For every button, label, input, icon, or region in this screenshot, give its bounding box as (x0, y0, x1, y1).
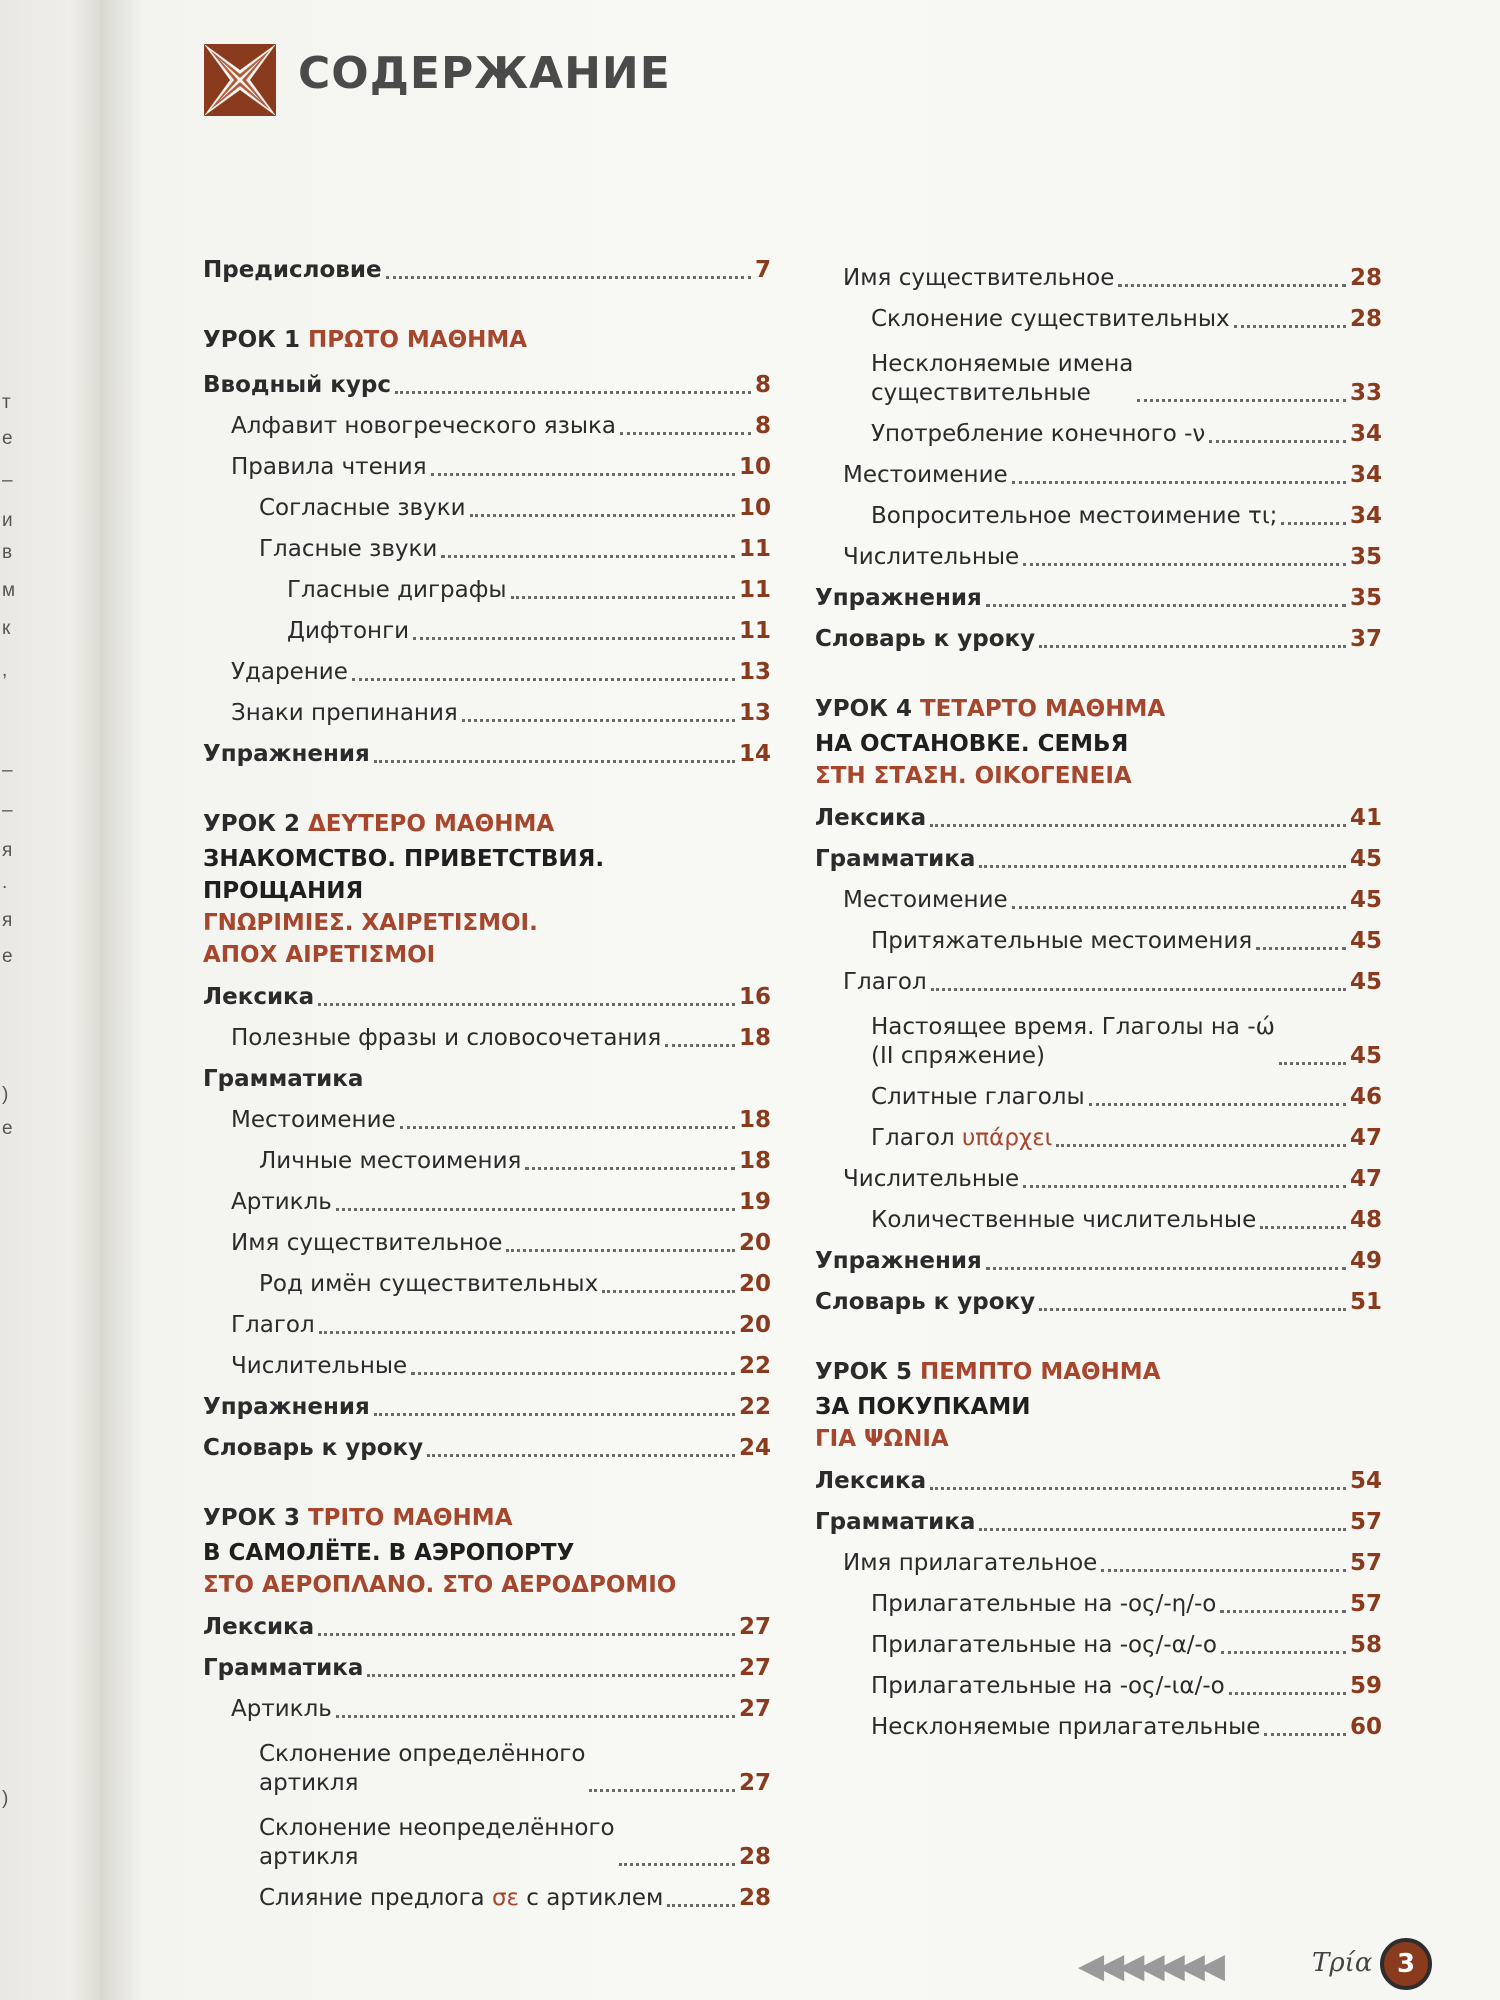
toc-page-number: 28 (738, 1885, 771, 1911)
dot-leader (411, 1372, 735, 1375)
toc-entry-title: Местоимение (843, 887, 1008, 913)
toc-page-number: 33 (1349, 380, 1382, 406)
toc-entry[interactable] (203, 441, 771, 482)
toc-entry[interactable] (203, 646, 771, 687)
toc-page-number: 34 (1349, 503, 1382, 529)
toc-entry-title: Алфавит новогреческого языка (231, 413, 617, 439)
toc-entry-title-part: Слияние предлога (259, 1885, 485, 1911)
dot-leader (979, 865, 1346, 868)
toc-page-number: 13 (738, 659, 771, 685)
lesson-title-ru: НА ОСТАНОВКЕ. СЕМЬЯ (815, 731, 1129, 757)
lesson-title (815, 1391, 1382, 1455)
toc-entry-title: Упражнения (203, 1394, 370, 1420)
edge-char: е (2, 428, 13, 449)
toc-entry[interactable] (203, 1217, 771, 1258)
edge-char: т (2, 392, 11, 413)
toc-entry[interactable] (815, 449, 1382, 490)
toc-page-number: 8 (754, 413, 771, 439)
toc-entry[interactable] (203, 359, 771, 400)
lesson-label: УРОК 2 (203, 811, 300, 837)
footer-page-word: Tρία (1312, 1948, 1373, 1978)
dot-leader (1089, 1103, 1346, 1106)
toc-entry-title: Упражнения (203, 741, 370, 767)
toc-page-number: 11 (738, 536, 771, 562)
edge-char: – (2, 760, 13, 781)
edge-char: . (2, 872, 8, 893)
toc-page-number: 11 (738, 618, 771, 644)
toc-entry-title: Лексика (203, 1614, 315, 1640)
dot-leader (400, 1126, 735, 1129)
toc-entry[interactable] (203, 482, 771, 523)
toc-entry-title: Числительные (843, 544, 1020, 570)
dot-leader (1281, 522, 1346, 525)
toc-page-number: 57 (1349, 1591, 1382, 1617)
toc-entry-title: Числительные (231, 1353, 408, 1379)
dot-leader (319, 1331, 735, 1334)
toc-page-number: 22 (738, 1353, 771, 1379)
lesson-title-gr: ΑΠΟΧ ΑΙΡΕΤΙΣΜΟΙ (203, 942, 436, 968)
toc-entry-title: Прилагательные на -ος/-η/-ο (871, 1591, 1217, 1617)
dot-leader (1264, 1733, 1346, 1736)
toc-page-number: 35 (1349, 544, 1382, 570)
dot-leader (525, 1167, 735, 1170)
dot-leader (511, 596, 735, 599)
toc-entry[interactable] (815, 1660, 1382, 1701)
lesson-greek-label: ΤΡΙΤΟ ΜΑΘΗΜΑ (307, 1505, 513, 1531)
toc-entry[interactable] (815, 792, 1382, 833)
toc-page-number: 54 (1349, 1468, 1382, 1494)
toc-page-number: 27 (738, 1770, 771, 1796)
edge-char: и (2, 510, 13, 531)
toc-entry[interactable] (815, 408, 1382, 449)
toc-entry-title: Упражнения (815, 585, 982, 611)
dot-leader (1023, 563, 1346, 566)
toc-entry[interactable] (203, 1422, 771, 1463)
toc-page-number: 51 (1349, 1289, 1382, 1315)
lesson-label: УРОК 1 (203, 327, 300, 353)
lesson-greek-label: ΤΕΤΑΡΤΟ ΜΑΘΗΜΑ (919, 696, 1166, 722)
toc-entry[interactable] (815, 293, 1382, 334)
toc-entry[interactable] (815, 997, 1382, 1071)
toc-page-number: 48 (1349, 1207, 1382, 1233)
toc-page-number: 19 (738, 1189, 771, 1215)
toc-page-number: 37 (1349, 626, 1382, 652)
dot-leader (620, 432, 751, 435)
edge-char: ) (2, 1788, 9, 1809)
toc-entry[interactable] (815, 1537, 1382, 1578)
toc-entry-title: Употребление конечного -ν (871, 421, 1206, 447)
edge-char: – (2, 800, 13, 821)
toc-entry[interactable] (815, 334, 1382, 408)
toc-entry-title: Согласные звуки (259, 495, 466, 521)
toc-entry[interactable] (815, 1194, 1382, 1235)
toc-entry-title (259, 1740, 585, 1798)
edge-char: к (2, 618, 11, 639)
toc-entry-title: Имя существительное (231, 1230, 503, 1256)
toc-entry[interactable] (203, 1135, 771, 1176)
dot-leader (1056, 1144, 1346, 1147)
toc-page-number: 46 (1349, 1084, 1382, 1110)
toc-page-number: 7 (754, 257, 771, 283)
lesson-label: УРОК 4 (815, 696, 912, 722)
toc-page-number: 34 (1349, 462, 1382, 488)
toc-page-number: 24 (738, 1435, 771, 1461)
toc-page-number: 58 (1349, 1632, 1382, 1658)
dot-leader (1260, 1226, 1346, 1229)
toc-page-number: 27 (738, 1614, 771, 1640)
toc-entry-title: Гласные звуки (259, 536, 438, 562)
toc-entry-title: Словарь к уроку (815, 1289, 1036, 1315)
toc-entry-title: Грамматика (815, 846, 976, 872)
toc-entry[interactable] (815, 1701, 1382, 1742)
toc-entry[interactable] (203, 971, 771, 1012)
dot-leader (367, 1674, 735, 1677)
toc-entry-title: Притяжательные местоимения (871, 928, 1253, 954)
toc-entry-title-line: Настоящее время. Глаголы на -ώ (871, 1014, 1275, 1040)
dot-leader (441, 555, 735, 558)
toc-entry-title: Глагол (843, 969, 927, 995)
toc-entry-title: Род имён существительных (259, 1271, 599, 1297)
toc-entry[interactable] (815, 252, 1382, 293)
toc-entry-title: Местоимение (843, 462, 1008, 488)
dot-leader (374, 760, 735, 763)
toc-entry-title: Количественные числительные (871, 1207, 1257, 1233)
toc-entry[interactable] (815, 956, 1382, 997)
toc-entry-title-line: артикля (259, 1770, 359, 1796)
toc-entry-title: Имя существительное (843, 265, 1115, 291)
dot-leader (589, 1789, 735, 1792)
page-footer (1078, 1938, 1458, 1998)
toc-entry-title: Правила чтения (231, 454, 427, 480)
toc-entry-title: Местоимение (231, 1107, 396, 1133)
toc-entry[interactable] (815, 915, 1382, 956)
dot-leader (462, 719, 735, 722)
adjacent-page-edge (0, 0, 100, 2000)
toc-page-number: 28 (1349, 265, 1382, 291)
dot-leader (336, 1715, 735, 1718)
toc-entry[interactable] (203, 728, 771, 769)
greek-word: σε (491, 1885, 519, 1911)
lesson-title-ru: ЗНАКОМСТВО. ПРИВЕТСТВИЯ. ПРОЩАНИЯ (203, 846, 605, 904)
dot-leader (1039, 1308, 1346, 1311)
toc-page-number: 45 (1349, 1043, 1382, 1069)
lesson-heading (203, 1495, 771, 1537)
lesson-title-gr: ΣΤΟ ΑΕΡΟΠΛΑΝΟ. ΣΤΟ ΑΕΡΟΔΡΟΜΙΟ (203, 1572, 677, 1598)
toc-page-number: 57 (1349, 1550, 1382, 1576)
toc-entry[interactable] (203, 523, 771, 564)
lesson-greek-label: ΠΡΩΤΟ ΜΑΘΗΜΑ (307, 327, 528, 353)
toc-entry-title: Склонение существительных (871, 306, 1230, 332)
toc-entry[interactable] (815, 1112, 1382, 1153)
dot-leader (1101, 1569, 1346, 1572)
dot-leader (1220, 1610, 1346, 1613)
toc-entry[interactable] (815, 874, 1382, 915)
lesson-title-gr: ΓΙΑ ΨΩΝΙΑ (815, 1426, 949, 1452)
dot-leader (1229, 1692, 1346, 1695)
toc-entry-title-part: Глагол (871, 1125, 955, 1151)
toc-entry[interactable] (815, 833, 1382, 874)
dot-leader (431, 473, 735, 476)
toc-entry-title: Числительные (843, 1166, 1020, 1192)
toc-page-number: 10 (738, 495, 771, 521)
toc-page-number: 57 (1349, 1509, 1382, 1535)
lesson-heading (815, 686, 1382, 728)
dot-leader (318, 1633, 735, 1636)
toc-entry-title: Знаки препинания (231, 700, 458, 726)
toc-entry[interactable] (203, 1381, 771, 1422)
dot-leader (665, 1044, 735, 1047)
dot-leader (1012, 906, 1346, 909)
toc-page-number: 45 (1349, 887, 1382, 913)
edge-char: ) (2, 1084, 9, 1105)
lesson-heading (203, 801, 771, 843)
toc-entry[interactable] (815, 490, 1382, 531)
dot-leader (986, 604, 1346, 607)
toc-page-number: 18 (738, 1025, 771, 1051)
toc-page-number: 27 (738, 1696, 771, 1722)
toc-entry-title: Личные местоимения (259, 1148, 522, 1174)
page-number-badge: 3 (1380, 1938, 1432, 1990)
toc-page-number: 18 (738, 1148, 771, 1174)
toc-page-number: 45 (1349, 969, 1382, 995)
dot-leader (1039, 645, 1346, 648)
lesson-title (815, 728, 1382, 792)
dot-leader (1234, 325, 1346, 328)
toc-page-number: 20 (738, 1230, 771, 1256)
toc-page-number: 16 (738, 984, 771, 1010)
toc-page-number: 22 (738, 1394, 771, 1420)
dot-leader (336, 1208, 735, 1211)
toc-entry-title: Ударение (231, 659, 348, 685)
toc-entry[interactable] (815, 1071, 1382, 1112)
toc-page-number: 45 (1349, 846, 1382, 872)
toc-entry-title: Вводный курс (203, 372, 391, 398)
toc-entry-title-part: с артиклем (526, 1885, 664, 1911)
toc-entry[interactable] (815, 1496, 1382, 1537)
toc-entry-title: Несклоняемые прилагательные (871, 1714, 1261, 1740)
lesson-title-gr: ΓΝΩΡΙΜΙΕΣ. ΧΑΙΡΕΤΙΣΜΟΙ. (203, 910, 538, 936)
lesson-greek-label: ΠΕΜΠΤΟ ΜΑΘΗΜΑ (919, 1359, 1161, 1385)
lesson-greek-label: ΔΕΥΤΕΡΟ ΜΑΘΗΜΑ (307, 811, 555, 837)
toc-entry-title: Грамматика (203, 1066, 364, 1092)
toc-entry[interactable] (203, 1094, 771, 1135)
dot-leader (986, 1267, 1346, 1270)
toc-entry-title: Прилагательные на -ος/-ια/-ο (871, 1673, 1225, 1699)
toc-entry-title-line: Склонение определённого (259, 1741, 586, 1767)
dot-leader (413, 637, 735, 640)
crossed-squares-logo-icon (200, 40, 280, 120)
arrow-left-icons: ◀◀◀◀◀◀◀ (1078, 1946, 1220, 1986)
toc-page-number: 14 (738, 741, 771, 767)
toc-entry-title: Прилагательные на -ος/-α/-ο (871, 1632, 1217, 1658)
dot-leader (1279, 1062, 1346, 1065)
toc-entry-title: Лексика (815, 1468, 927, 1494)
toc-entry-title: Слитные глаголы (871, 1084, 1085, 1110)
toc-entry-title (259, 1814, 615, 1872)
toc-entry[interactable] (203, 1642, 771, 1683)
toc-entry[interactable] (203, 1340, 771, 1381)
toc-entry-title: Глагол (231, 1312, 315, 1338)
lesson-title (203, 1537, 771, 1601)
toc-page-number: 18 (738, 1107, 771, 1133)
toc-entry-title-line: артикля (259, 1844, 359, 1870)
dot-leader (1209, 440, 1346, 443)
toc-entry[interactable] (203, 687, 771, 728)
toc-page-number: 11 (738, 577, 771, 603)
dot-leader (930, 824, 1346, 827)
dot-leader (1256, 947, 1346, 950)
toc-page-number: 59 (1349, 1673, 1382, 1699)
toc-page-number: 60 (1349, 1714, 1382, 1740)
toc-entry-title: Артикль (231, 1189, 332, 1215)
edge-char: , (2, 660, 8, 681)
toc-entry-title (871, 1013, 1275, 1071)
toc-entry-title: Дифтонги (287, 618, 410, 644)
toc-entry[interactable] (815, 1455, 1382, 1496)
dot-leader (1221, 1651, 1346, 1654)
toc-page-number: 41 (1349, 805, 1382, 831)
toc-page-number: 20 (738, 1271, 771, 1297)
toc-entry-title: Грамматика (203, 1655, 364, 1681)
dot-leader (318, 1003, 735, 1006)
edge-char: в (2, 542, 13, 563)
toc-column-right (815, 252, 1382, 1742)
toc-column-left (203, 244, 771, 1913)
page-title: СОДЕРЖАНИЕ (298, 48, 671, 99)
toc-page-number: 20 (738, 1312, 771, 1338)
toc-page-number: 47 (1349, 1166, 1382, 1192)
toc-page-number: 47 (1349, 1125, 1382, 1151)
toc-entry-title: Грамматика (815, 1509, 976, 1535)
dot-leader (427, 1454, 735, 1457)
lesson-title-ru: В САМОЛЁТЕ. В АЭРОПОРТУ (203, 1540, 575, 1566)
toc-entry[interactable] (203, 1872, 771, 1913)
toc-page-number: 28 (1349, 306, 1382, 332)
edge-char: м (2, 580, 16, 601)
toc-page-number: 45 (1349, 928, 1382, 954)
toc-entry-title-line: (II спряжение) (871, 1043, 1045, 1069)
toc-entry[interactable] (203, 1053, 771, 1094)
toc-entry[interactable] (203, 1601, 771, 1642)
dot-leader (931, 988, 1346, 991)
toc-page-number: 35 (1349, 585, 1382, 611)
dot-leader (602, 1290, 735, 1293)
dot-leader (395, 391, 751, 394)
lesson-heading (203, 317, 771, 359)
toc-entry[interactable] (815, 531, 1382, 572)
toc-entry-title: Лексика (203, 984, 315, 1010)
dot-leader (979, 1528, 1346, 1531)
lesson-heading (815, 1349, 1382, 1391)
edge-char: е (2, 946, 13, 967)
toc-entry[interactable] (203, 1798, 771, 1872)
dot-leader (1012, 481, 1346, 484)
toc-entry[interactable] (203, 1258, 771, 1299)
lesson-label: УРОК 5 (815, 1359, 912, 1385)
dot-leader (1023, 1185, 1346, 1188)
dot-leader (1118, 284, 1346, 287)
toc-entry[interactable] (203, 1724, 771, 1798)
toc-page-number: 27 (738, 1655, 771, 1681)
dot-leader (374, 1413, 735, 1416)
toc-entry[interactable] (203, 400, 771, 441)
edge-char: е (2, 1118, 13, 1139)
toc-entry[interactable] (815, 572, 1382, 613)
toc-entry-title: Упражнения (815, 1248, 982, 1274)
greek-word: υπάρχει (962, 1125, 1053, 1151)
toc-entry-title-line: Несклоняемые имена (871, 351, 1134, 377)
toc-entry-title: Имя прилагательное (843, 1550, 1098, 1576)
toc-entry-title: Артикль (231, 1696, 332, 1722)
dot-leader (619, 1863, 735, 1866)
toc-page-number: 28 (738, 1844, 771, 1870)
edge-char: – (2, 470, 13, 491)
toc-entry[interactable] (203, 1299, 771, 1340)
toc-entry-title-line: Склонение неопределённого (259, 1815, 615, 1841)
toc-entry[interactable] (203, 564, 771, 605)
toc-entry[interactable] (815, 1578, 1382, 1619)
lesson-title-gr: ΣΤΗ ΣΤΑΣΗ. ΟΙΚΟΓΕΝΕΙΑ (815, 763, 1132, 789)
toc-entry-title: Полезные фразы и словосочетания (231, 1025, 662, 1051)
toc-entry[interactable] (815, 1235, 1382, 1276)
toc-entry[interactable] (815, 613, 1382, 654)
toc-entry-title (871, 350, 1133, 408)
toc-entry-title (871, 1124, 1052, 1153)
toc-entry-preface[interactable] (203, 244, 771, 285)
toc-entry-title-line: существительные (871, 380, 1091, 406)
toc-entry[interactable] (203, 1683, 771, 1724)
dot-leader (386, 276, 751, 279)
toc-page-number: 8 (754, 372, 771, 398)
toc-entry[interactable] (203, 1012, 771, 1053)
toc-page-number: 13 (738, 700, 771, 726)
toc-entry-title: Вопросительное местоимение τι; (871, 503, 1278, 529)
toc-entry[interactable] (203, 605, 771, 646)
toc-entry[interactable] (815, 1619, 1382, 1660)
toc-entry[interactable] (815, 1153, 1382, 1194)
edge-char: я (2, 910, 13, 931)
toc-page-number: 34 (1349, 421, 1382, 447)
toc-page-number: 10 (738, 454, 771, 480)
dot-leader (930, 1487, 1346, 1490)
lesson-title-ru: ЗА ПОКУПКАМИ (815, 1394, 1031, 1420)
toc-entry-title: Словарь к уроку (815, 626, 1036, 652)
toc-entry-title: Лексика (815, 805, 927, 831)
toc-entry-title: Предисловие (203, 257, 382, 283)
lesson-label: УРОК 3 (203, 1505, 300, 1531)
dot-leader (352, 678, 735, 681)
toc-entry[interactable] (815, 1276, 1382, 1317)
lesson-title (203, 843, 771, 971)
edge-char: я (2, 840, 13, 861)
dot-leader (470, 514, 735, 517)
toc-entry[interactable] (203, 1176, 771, 1217)
dot-leader (506, 1249, 735, 1252)
dot-leader (1137, 399, 1346, 402)
toc-page-number: 49 (1349, 1248, 1382, 1274)
toc-entry-title: Гласные диграфы (287, 577, 507, 603)
toc-entry-title: Словарь к уроку (203, 1435, 424, 1461)
toc-entry-title (259, 1884, 663, 1913)
dot-leader (667, 1904, 735, 1907)
